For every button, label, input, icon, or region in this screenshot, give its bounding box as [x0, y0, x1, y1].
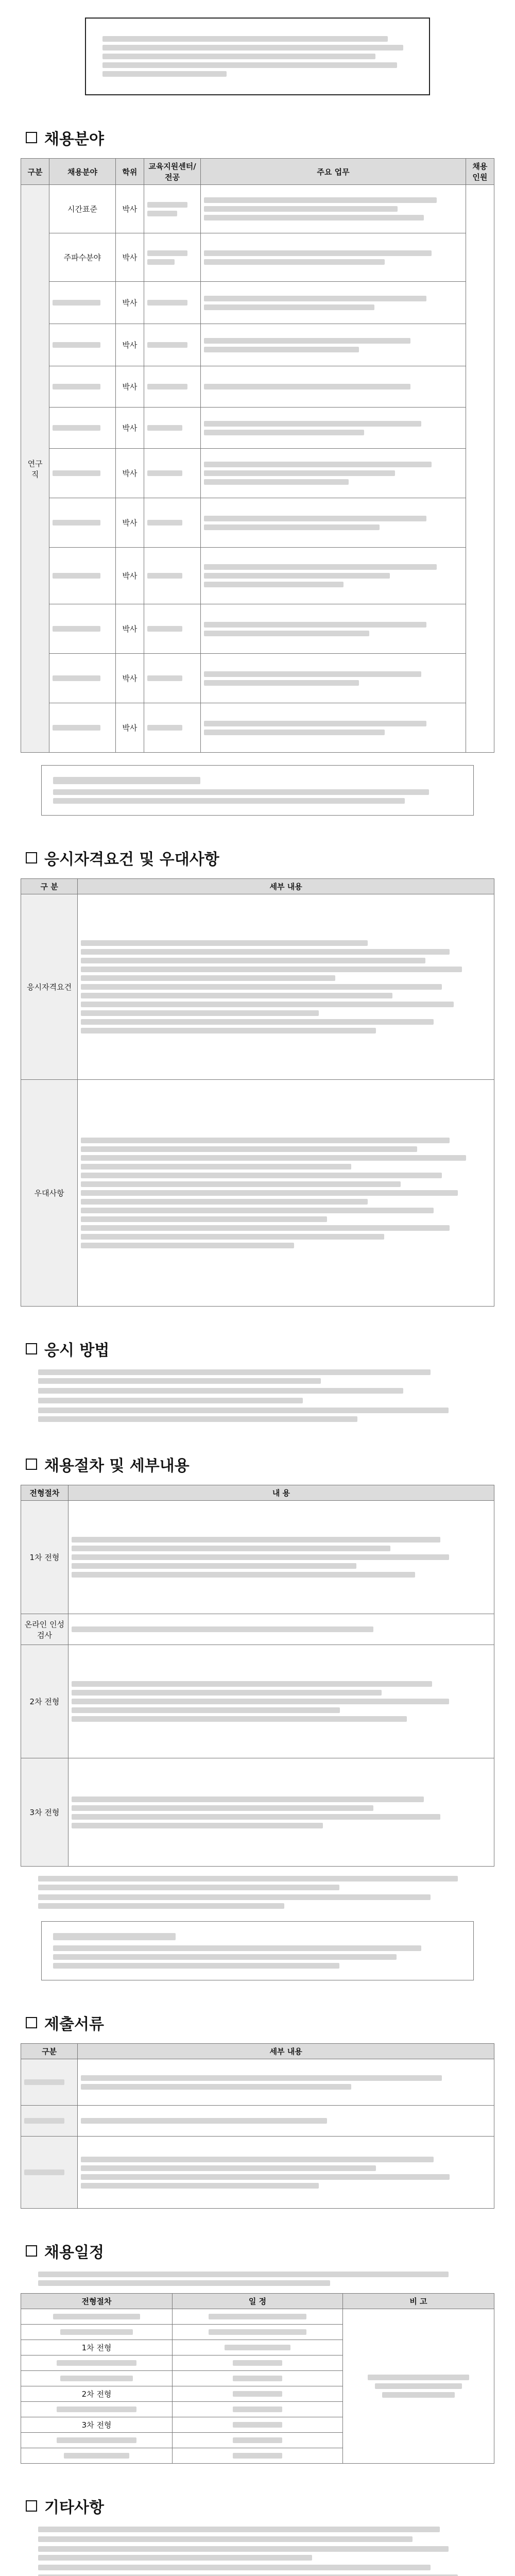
degree-cell: 박사: [115, 185, 144, 233]
duty-cell: [201, 703, 466, 753]
degree-cell: 박사: [115, 498, 144, 548]
field-cell: [49, 604, 116, 654]
list-item: [38, 1388, 494, 1394]
intro-box: [85, 18, 430, 95]
degree-cell: 박사: [115, 233, 144, 282]
table-header: 채용분야: [49, 159, 116, 185]
row-label: 응시자격요건: [21, 894, 78, 1080]
section-title-documents: [26, 2011, 494, 2034]
detail-cell: [68, 1758, 494, 1867]
center-cell: [144, 282, 200, 324]
duty-cell: [201, 548, 466, 604]
degree-cell: 박사: [115, 654, 144, 703]
field-cell: [49, 408, 116, 449]
table-header: 비 고: [342, 2294, 494, 2309]
date-cell: [173, 2309, 343, 2325]
step-cell: [21, 2309, 173, 2325]
list-item: [38, 1876, 494, 1890]
section-title-other: [26, 2495, 494, 2517]
table-header: 주요 업무: [201, 159, 466, 185]
date-cell: [173, 2402, 343, 2417]
schedule-table: [21, 2293, 494, 2464]
step-cell: 3차 전형: [21, 2417, 173, 2433]
field-cell: [49, 324, 116, 366]
duty-cell: [201, 324, 466, 366]
degree-cell: 박사: [115, 408, 144, 449]
procedure-table: [21, 1485, 494, 1867]
table-header: 구분: [21, 2044, 78, 2059]
detail-cell: [78, 894, 494, 1080]
square-bullet-icon: [26, 2245, 37, 2257]
row-label: 1차 전형: [21, 1501, 68, 1614]
text-placeholder: [102, 36, 388, 42]
row-label: 우대사항: [21, 1080, 78, 1307]
field-cell: [49, 548, 116, 604]
table-header: 일 정: [173, 2294, 343, 2309]
note-title: [53, 1933, 462, 1940]
list-item: [38, 1369, 494, 1384]
field-cell: 시간표준: [49, 185, 116, 233]
table-header: 구분: [21, 159, 49, 185]
date-cell: [173, 2371, 343, 2386]
application-list: [38, 1369, 494, 1422]
center-cell: [144, 185, 200, 233]
text-placeholder: [102, 45, 403, 50]
duty-cell: [201, 449, 466, 498]
row-label: [21, 2059, 78, 2106]
detail-cell: [68, 1501, 494, 1614]
note-box: [41, 765, 474, 816]
text-placeholder: [102, 54, 375, 59]
list-item: [38, 2536, 494, 2542]
table-header: 세부 내용: [78, 879, 494, 894]
text-placeholder: [102, 62, 397, 68]
field-cell: [49, 654, 116, 703]
row-label: 2차 전형: [21, 1645, 68, 1758]
recruitment-document: [21, 8, 494, 2576]
row-label: [21, 2106, 78, 2137]
table-header: 학위: [115, 159, 144, 185]
square-bullet-icon: [26, 2017, 37, 2028]
degree-cell: 박사: [115, 366, 144, 408]
list-item: [38, 1894, 494, 1909]
procedure-notes: [38, 1876, 494, 1909]
section-title-text: 채용절차 및 세부내용: [44, 1457, 190, 1475]
step-cell: [21, 2402, 173, 2417]
text-placeholder: [102, 71, 227, 77]
detail-cell: [78, 1080, 494, 1307]
center-cell: [144, 408, 200, 449]
section-title-schedule: [26, 2240, 494, 2262]
table-header: 전형절차: [21, 2294, 173, 2309]
documents-table: [21, 2043, 494, 2209]
duty-cell: [201, 366, 466, 408]
list-item: [38, 2527, 494, 2532]
field-cell: [49, 366, 116, 408]
remark-cell: [342, 2309, 494, 2464]
degree-cell: 박사: [115, 604, 144, 654]
section-title-text: 응시 방법: [44, 1342, 110, 1360]
center-cell: [144, 449, 200, 498]
date-cell: [173, 2355, 343, 2371]
field-cell: 주파수분야: [49, 233, 116, 282]
detail-cell: [78, 2106, 494, 2137]
text-placeholder: [53, 798, 405, 804]
detail-cell: [78, 2137, 494, 2209]
table-header: 세부 내용: [78, 2044, 494, 2059]
duty-cell: [201, 233, 466, 282]
date-cell: [173, 2448, 343, 2464]
section-title-recruitment-field: [26, 126, 494, 149]
section-title-text: 기타사항: [44, 2499, 104, 2517]
recruitment-field-table: [21, 158, 494, 753]
detail-cell: [68, 1645, 494, 1758]
list-item: [38, 2546, 494, 2561]
list-item: [38, 2565, 494, 2570]
duty-cell: [201, 282, 466, 324]
degree-cell: 박사: [115, 548, 144, 604]
square-bullet-icon: [26, 1343, 37, 1354]
square-bullet-icon: [26, 1459, 37, 1470]
step-cell: [21, 2355, 173, 2371]
step-cell: [21, 2325, 173, 2340]
section-title-text: 응시자격요건 및 우대사항: [44, 851, 219, 869]
table-header: 구 분: [21, 879, 78, 894]
degree-cell: 박사: [115, 449, 144, 498]
table-header: 채용인원: [466, 159, 494, 185]
degree-cell: 박사: [115, 282, 144, 324]
list-item: [38, 1408, 494, 1422]
center-cell: [144, 654, 200, 703]
row-label: 온라인 인성검사: [21, 1614, 68, 1645]
other-notes: [38, 2527, 494, 2576]
field-cell: [49, 703, 116, 753]
date-cell: [173, 2433, 343, 2448]
duty-cell: [201, 498, 466, 548]
text-placeholder: [53, 1945, 421, 1951]
table-header: 내 용: [68, 1485, 494, 1501]
list-item: [38, 1398, 494, 1403]
date-cell: [173, 2417, 343, 2433]
row-label: [21, 2137, 78, 2209]
center-cell: [144, 233, 200, 282]
field-cell: [49, 498, 116, 548]
section-title-application: [26, 1337, 494, 1360]
list-item: [38, 2272, 494, 2286]
center-cell: [144, 703, 200, 753]
step-cell: 1차 전형: [21, 2340, 173, 2355]
center-cell: [144, 498, 200, 548]
section-title-procedure: [26, 1453, 494, 1476]
note-box: [41, 1921, 474, 1980]
text-placeholder: [53, 789, 429, 795]
square-bullet-icon: [26, 132, 37, 143]
table-header: 전형절차: [21, 1485, 68, 1501]
schedule-notes: [38, 2272, 494, 2286]
duty-cell: [201, 408, 466, 449]
step-cell: [21, 2448, 173, 2464]
category-cell: 연구직: [21, 185, 49, 753]
section-title-text: 채용분야: [44, 130, 104, 148]
section-title-text: 제출서류: [44, 2015, 104, 2033]
date-cell: [173, 2340, 343, 2355]
duty-cell: [201, 185, 466, 233]
note-title: [53, 777, 462, 784]
text-placeholder: [53, 1963, 339, 1969]
center-cell: [144, 604, 200, 654]
date-cell: [173, 2325, 343, 2340]
field-cell: [49, 282, 116, 324]
step-cell: 2차 전형: [21, 2386, 173, 2402]
table-header: 교육지원센터/전공: [144, 159, 200, 185]
duty-cell: [201, 654, 466, 703]
detail-cell: [68, 1614, 494, 1645]
section-title-text: 채용일정: [44, 2244, 104, 2262]
field-cell: [49, 449, 116, 498]
degree-cell: 박사: [115, 324, 144, 366]
step-cell: [21, 2371, 173, 2386]
qualifications-table: [21, 878, 494, 1307]
detail-cell: [78, 2059, 494, 2106]
center-cell: [144, 548, 200, 604]
degree-cell: 박사: [115, 703, 144, 753]
headcount-cell: [466, 185, 494, 753]
section-title-qualifications: [26, 846, 494, 869]
step-cell: [21, 2433, 173, 2448]
center-cell: [144, 366, 200, 408]
duty-cell: [201, 604, 466, 654]
square-bullet-icon: [26, 2500, 37, 2512]
row-label: 3차 전형: [21, 1758, 68, 1867]
square-bullet-icon: [26, 852, 37, 863]
center-cell: [144, 324, 200, 366]
date-cell: [173, 2386, 343, 2402]
text-placeholder: [53, 1954, 397, 1960]
